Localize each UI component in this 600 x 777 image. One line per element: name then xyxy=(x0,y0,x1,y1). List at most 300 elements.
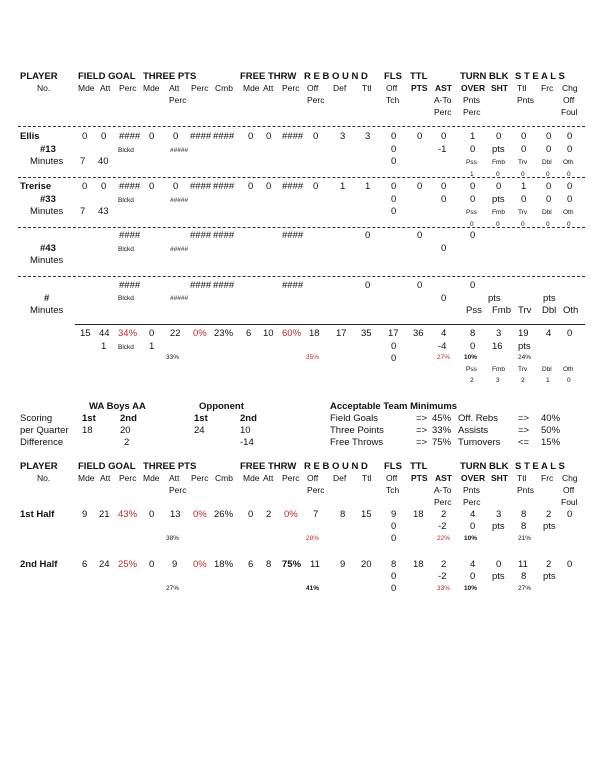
stat-cell: 4 xyxy=(441,328,447,339)
stat-cell: TURN xyxy=(460,71,487,82)
stat-cell: 1 xyxy=(101,341,107,352)
stat-cell: 0 xyxy=(567,509,573,520)
stat-cell: 0 xyxy=(391,194,397,205)
stat-cell: 0 xyxy=(567,181,573,192)
stat-cell: 38% xyxy=(166,535,180,542)
stat-cell: FIELD GOAL xyxy=(78,71,136,82)
stat-cell: FLS xyxy=(384,461,402,472)
stat-cell: 0 xyxy=(101,131,107,142)
stat-cell: 36 xyxy=(413,328,424,339)
stat-cell: -14 xyxy=(240,437,254,448)
stat-cell: Perc xyxy=(191,473,209,483)
stat-cell: Mde xyxy=(243,473,260,483)
stat-cell: 0 xyxy=(546,144,552,155)
stat-cell: ##### xyxy=(170,295,189,302)
stat-cell: Oth xyxy=(563,209,574,216)
totals-divider xyxy=(75,324,585,325)
stat-cell: OVER xyxy=(461,473,486,483)
stat-cell: Blckd xyxy=(118,147,134,154)
stat-cell: 4 xyxy=(470,559,476,570)
stat-cell: 3 xyxy=(340,131,346,142)
stat-cell: Dbl xyxy=(542,209,552,216)
stat-cell: 3 xyxy=(496,377,500,384)
stat-cell: 0 xyxy=(496,131,502,142)
stat-cell: 0 xyxy=(546,181,552,192)
stat-cell: #### xyxy=(213,181,235,192)
stat-cell: 43% xyxy=(118,509,138,520)
stat-cell: 3 xyxy=(496,328,502,339)
stat-cell: -2 xyxy=(438,521,447,532)
stat-cell: 45% xyxy=(432,413,452,424)
stat-cell: 2nd xyxy=(120,413,137,424)
stat-cell: Dbl xyxy=(542,366,552,373)
stat-cell: #### xyxy=(119,181,141,192)
stat-cell: -2 xyxy=(438,571,447,582)
stat-cell: Field Goals xyxy=(330,413,379,424)
stat-cell: 1 xyxy=(470,171,474,178)
stat-cell: 0 xyxy=(417,230,423,241)
stat-cell: 2 xyxy=(521,377,525,384)
stat-cell: 7 xyxy=(313,509,319,520)
stat-cell: 0 xyxy=(313,181,319,192)
stat-cell: R E B O U N D xyxy=(304,461,368,472)
stat-cell: #### xyxy=(119,131,141,142)
stat-cell: 21% xyxy=(518,535,532,542)
stat-cell: BLK xyxy=(489,461,509,472)
stat-cell: Tch xyxy=(386,485,400,495)
stat-cell: Off. Rebs xyxy=(458,413,498,424)
stat-cell: 4 xyxy=(470,509,476,520)
stat-cell: Opponent xyxy=(199,401,244,412)
stat-cell: Perc xyxy=(119,473,137,483)
stat-cell: #### xyxy=(213,230,235,241)
stat-cell: #### xyxy=(282,181,304,192)
stat-cell: 44 xyxy=(99,328,110,339)
stat-cell: 43 xyxy=(98,206,109,217)
stat-cell: PTS xyxy=(411,473,428,483)
stat-cell: 0 xyxy=(521,131,527,142)
stat-cell: pts xyxy=(488,293,501,304)
stat-cell: Pnts xyxy=(463,485,481,495)
stat-cell: 6 xyxy=(246,328,252,339)
stat-cell: Perc xyxy=(169,95,187,105)
stat-cell: Mde xyxy=(243,83,260,93)
stat-cell: 2 xyxy=(441,509,447,520)
stat-cell: Pss xyxy=(466,159,477,166)
stat-cell: Cmb xyxy=(215,83,233,93)
stat-cell: ##### xyxy=(170,246,189,253)
stat-cell: 20 xyxy=(120,425,131,436)
stat-cell: 0 xyxy=(149,131,155,142)
stat-cell: 0 xyxy=(173,181,179,192)
stat-cell: 17 xyxy=(336,328,347,339)
stat-cell: 0 xyxy=(391,521,397,532)
stat-cell: 0 xyxy=(248,181,254,192)
stat-cell: 11 xyxy=(310,559,320,570)
stat-cell: 0 xyxy=(521,194,527,205)
stat-cell: Pnts xyxy=(517,485,535,495)
row-divider xyxy=(18,177,585,178)
stat-cell: Oth xyxy=(563,366,574,373)
stat-cell: Dbl xyxy=(542,159,552,166)
stat-cell: Trv xyxy=(518,159,528,166)
stat-cell: 8 xyxy=(266,559,272,570)
stat-cell: Perc xyxy=(191,83,209,93)
stat-cell: #33 xyxy=(40,194,56,205)
stat-cell: AST xyxy=(435,473,452,483)
stat-cell: Def xyxy=(333,83,347,93)
stat-cell: 1st xyxy=(194,413,208,424)
stat-cell: #### xyxy=(190,131,212,142)
stat-cell: ##### xyxy=(170,197,189,204)
stat-cell: #### xyxy=(213,280,235,291)
stat-cell: Att xyxy=(263,473,274,483)
stat-cell: TTL xyxy=(410,71,428,82)
stat-cell: 0 xyxy=(248,131,254,142)
stat-cell: 1 xyxy=(546,377,550,384)
stat-cell: No. xyxy=(37,83,51,93)
stat-cell: PTS xyxy=(411,83,428,93)
stat-cell: 60% xyxy=(282,328,302,339)
stat-cell: THREE PTS xyxy=(143,71,197,82)
stat-cell: 18 xyxy=(413,509,424,520)
stat-cell: 0 xyxy=(248,509,254,520)
stat-cell: 0 xyxy=(567,377,571,384)
stat-cell: Blckd xyxy=(118,197,134,204)
stat-cell: 16 xyxy=(492,341,503,352)
stat-cell: 0 xyxy=(470,194,476,205)
stat-cell: 20 xyxy=(361,559,372,570)
stat-cell: 0 xyxy=(391,583,397,594)
stat-cell: R E B O U N D xyxy=(304,71,368,82)
stat-cell: 0 xyxy=(101,181,107,192)
stat-cell: Chg xyxy=(562,83,578,93)
stat-cell: SHT xyxy=(491,83,508,93)
stat-cell: Oth xyxy=(563,159,574,166)
stat-cell: 75% xyxy=(282,559,302,570)
stat-cell: 0% xyxy=(193,509,207,520)
stat-cell: 0 xyxy=(266,131,272,142)
stat-cell: 9 xyxy=(82,509,88,520)
stat-cell: AST xyxy=(435,83,452,93)
stat-cell: 35% xyxy=(306,354,320,361)
stat-cell: Assists xyxy=(458,425,489,436)
stat-cell: 2 xyxy=(441,559,447,570)
stat-cell: Ttl xyxy=(362,473,372,483)
stat-cell: 0 xyxy=(391,181,397,192)
stat-cell: 18 xyxy=(309,328,320,339)
stat-cell: FLS xyxy=(384,71,402,82)
stat-cell: BLK xyxy=(489,71,509,82)
stat-cell: 0 xyxy=(149,328,155,339)
stat-cell: 27% xyxy=(437,354,451,361)
stat-cell: 0 xyxy=(391,131,397,142)
stat-cell: Foul xyxy=(561,107,578,117)
row-divider xyxy=(18,276,585,277)
stat-cell: 0 xyxy=(82,181,88,192)
stat-cell: 0 xyxy=(470,571,476,582)
stat-cell: 1 xyxy=(149,341,155,352)
stat-cell: 19 xyxy=(518,328,529,339)
stat-cell: 22% xyxy=(437,535,451,542)
stat-cell: TURN xyxy=(460,461,487,472)
stat-cell: Cmb xyxy=(215,473,233,483)
stat-cell: # xyxy=(44,293,50,304)
stat-cell: Perc xyxy=(434,497,452,507)
stat-cell: Trerise xyxy=(20,181,52,192)
stat-cell: Perc xyxy=(307,95,325,105)
stat-cell: 0 xyxy=(149,559,155,570)
stat-cell: Difference xyxy=(20,437,64,448)
stat-cell: Perc xyxy=(282,473,300,483)
stat-cell: 0 xyxy=(391,353,397,364)
stat-cell: 0 xyxy=(546,131,552,142)
stat-cell: 0 xyxy=(82,131,88,142)
stat-cell: Oth xyxy=(563,305,579,316)
stat-cell: Perc xyxy=(307,485,325,495)
stat-cell: 8 xyxy=(391,559,397,570)
stat-cell: #43 xyxy=(40,243,56,254)
stat-cell: Pnts xyxy=(517,95,535,105)
stat-cell: Fmb xyxy=(492,209,505,216)
stat-cell: 0 xyxy=(521,171,525,178)
stat-cell: Pnts xyxy=(463,95,481,105)
stat-cell: 8 xyxy=(470,328,476,339)
stat-cell: 8 xyxy=(521,509,527,520)
stat-cell: 0 xyxy=(441,243,447,254)
stat-cell: 50% xyxy=(541,425,561,436)
stat-cell: 0 xyxy=(365,280,371,291)
stat-cell: S T E A L S xyxy=(515,71,565,82)
stat-cell: #### xyxy=(213,131,235,142)
stat-cell: 0 xyxy=(441,181,447,192)
stat-cell: 0 xyxy=(391,156,397,167)
stat-cell: 24 xyxy=(99,559,110,570)
stat-cell: Perc xyxy=(119,83,137,93)
stat-cell: 4 xyxy=(546,328,552,339)
stat-cell: No. xyxy=(37,473,51,483)
stat-cell: 10 xyxy=(263,328,274,339)
stat-cell: 25% xyxy=(118,559,138,570)
stat-cell: 17 xyxy=(388,328,399,339)
stat-cell: Perc xyxy=(282,83,300,93)
stat-cell: Minutes xyxy=(30,156,64,167)
stat-cell: Off xyxy=(386,83,398,93)
stat-cell: Minutes xyxy=(30,206,64,217)
stat-cell: 9 xyxy=(391,509,397,520)
stat-cell: #### xyxy=(282,280,304,291)
stat-cell: Acceptable Team Minimums xyxy=(330,401,458,412)
stat-cell: 15 xyxy=(80,328,91,339)
stat-cell: Off xyxy=(563,485,575,495)
stat-cell: 41% xyxy=(306,585,320,592)
stat-cell: 2 xyxy=(124,437,130,448)
stat-cell: Att xyxy=(169,473,180,483)
stat-cell: 2 xyxy=(546,509,552,520)
stat-cell: 7 xyxy=(80,156,86,167)
stat-cell: 0 xyxy=(417,280,423,291)
stat-cell: 0 xyxy=(313,131,319,142)
stat-cell: 9 xyxy=(340,559,346,570)
stat-cell: 10% xyxy=(464,354,478,361)
stat-cell: 8 xyxy=(521,521,527,532)
stat-cell: -1 xyxy=(438,144,447,155)
stat-cell: Turnovers xyxy=(458,437,501,448)
stat-cell: 0% xyxy=(193,559,207,570)
stat-cell: 0 xyxy=(470,341,476,352)
stat-cell: 0 xyxy=(496,559,502,570)
stat-cell: Ttl xyxy=(517,83,527,93)
stat-cell: #### xyxy=(119,230,141,241)
stat-cell: Att xyxy=(169,83,180,93)
stat-cell: 15 xyxy=(361,509,372,520)
stat-cell: Ttl xyxy=(362,83,372,93)
stat-cell: 13 xyxy=(170,509,181,520)
stat-cell: 0 xyxy=(546,221,550,228)
stat-cell: Scoring xyxy=(20,413,53,424)
stat-cell: 10% xyxy=(464,585,478,592)
stat-cell: 27% xyxy=(166,585,180,592)
stat-cell: 8 xyxy=(521,571,527,582)
stat-cell: 0 xyxy=(521,221,525,228)
stat-cell: 0 xyxy=(470,221,474,228)
stat-cell: Trv xyxy=(518,366,528,373)
stat-cell: 2nd xyxy=(240,413,257,424)
stat-cell: pts xyxy=(543,293,556,304)
stat-cell: Perc xyxy=(463,497,481,507)
stat-cell: 0% xyxy=(193,328,207,339)
stat-cell: PLAYER xyxy=(20,71,58,82)
stat-cell: OVER xyxy=(461,83,486,93)
stat-cell: pts xyxy=(492,194,505,205)
stat-cell: 0 xyxy=(470,280,476,291)
stat-cell: 0 xyxy=(496,221,500,228)
stat-cell: Frc xyxy=(541,83,554,93)
stat-cell: A-To xyxy=(434,95,452,105)
stat-cell: 3 xyxy=(496,509,502,520)
stat-cell: 1st Half xyxy=(20,509,55,520)
stat-cell: 0 xyxy=(567,328,573,339)
stat-cell: 0 xyxy=(441,194,447,205)
stat-cell: pts xyxy=(518,341,531,352)
stat-cell: 0 xyxy=(391,533,397,544)
stat-cell: 0 xyxy=(391,571,397,582)
stat-cell: 11 xyxy=(518,559,528,570)
stat-cell: 34% xyxy=(118,328,138,339)
stat-cell: Dbl xyxy=(542,305,557,316)
stat-cell: 21 xyxy=(99,509,110,520)
stat-cell: 0 xyxy=(441,293,447,304)
stat-cell: 0 xyxy=(546,194,552,205)
stat-cell: 0 xyxy=(266,181,272,192)
stat-cell: TTL xyxy=(410,461,428,472)
stat-cell: 0 xyxy=(567,144,573,155)
stat-cell: Mde xyxy=(143,83,160,93)
stat-cell: Fmb xyxy=(492,305,511,316)
stat-cell: Perc xyxy=(434,107,452,117)
stat-cell: 0 xyxy=(546,171,550,178)
stat-cell: 1 xyxy=(521,181,527,192)
stat-cell: 0 xyxy=(441,131,447,142)
stat-cell: 33% xyxy=(432,425,452,436)
stat-cell: Att xyxy=(100,473,111,483)
stat-cell: 24% xyxy=(518,354,532,361)
stat-cell: 0 xyxy=(496,171,500,178)
stat-cell: 3 xyxy=(365,131,371,142)
stat-cell: 75% xyxy=(432,437,452,448)
stat-cell: #13 xyxy=(40,144,56,155)
stat-cell: => xyxy=(518,413,530,424)
stat-cell: Frc xyxy=(541,473,554,483)
stat-cell: 0 xyxy=(417,181,423,192)
stat-cell: 18 xyxy=(413,559,424,570)
stat-cell: pts xyxy=(543,521,556,532)
stat-cell: #### xyxy=(282,131,304,142)
stat-cell: SHT xyxy=(491,473,508,483)
stat-cell: Free Throws xyxy=(330,437,384,448)
stat-cell: #### xyxy=(190,230,212,241)
stat-cell: WA Boys AA xyxy=(89,401,146,412)
stat-cell: Trv xyxy=(518,209,528,216)
stat-cell: 2 xyxy=(266,509,272,520)
stat-cell: 40% xyxy=(541,413,561,424)
stat-cell: => xyxy=(416,413,428,424)
stat-cell: 9 xyxy=(172,559,178,570)
stat-cell: Fmb xyxy=(492,159,505,166)
stat-cell: 0 xyxy=(567,559,573,570)
stat-cell: FREE THRW xyxy=(240,461,297,472)
stat-cell: pts xyxy=(492,144,505,155)
stat-cell: <= xyxy=(518,437,530,448)
stat-cell: FIELD GOAL xyxy=(78,461,136,472)
stat-cell: pts xyxy=(543,571,556,582)
stat-cell: S T E A L S xyxy=(515,461,565,472)
stat-cell: pts xyxy=(492,521,505,532)
stat-cell: 0 xyxy=(567,131,573,142)
stat-cell: 18% xyxy=(214,559,234,570)
stat-cell: 6 xyxy=(82,559,88,570)
stat-cell: #### xyxy=(282,230,304,241)
stat-cell: 33% xyxy=(166,354,180,361)
stat-cell: 15% xyxy=(541,437,561,448)
stat-cell: 0 xyxy=(470,144,476,155)
stat-cell: 6 xyxy=(248,559,254,570)
stat-cell: Pss xyxy=(466,305,482,316)
stat-cell: Minutes xyxy=(30,255,64,266)
stat-cell: => xyxy=(416,437,428,448)
stat-cell: 0 xyxy=(391,341,397,352)
stat-cell: per Quarter xyxy=(20,425,69,436)
stat-cell: Pss xyxy=(466,366,477,373)
stat-cell: pts xyxy=(492,571,505,582)
stat-cell: 1 xyxy=(365,181,371,192)
stat-cell: 22 xyxy=(170,328,181,339)
stat-cell: 10% xyxy=(464,535,478,542)
stat-cell: 24 xyxy=(194,425,205,436)
stat-cell: Three Points xyxy=(330,425,384,436)
stat-cell: 2 xyxy=(470,377,474,384)
stat-cell: 0 xyxy=(391,144,397,155)
stat-cell: FREE THRW xyxy=(240,71,297,82)
stat-cell: 0% xyxy=(284,509,298,520)
stat-cell: 0 xyxy=(391,206,397,217)
stat-cell: 0 xyxy=(470,521,476,532)
stat-cell: 8 xyxy=(340,509,346,520)
stat-cell: A-To xyxy=(434,485,452,495)
stat-cell: 18 xyxy=(82,425,93,436)
stat-cell: 0 xyxy=(567,194,573,205)
stat-cell: 40 xyxy=(98,156,109,167)
